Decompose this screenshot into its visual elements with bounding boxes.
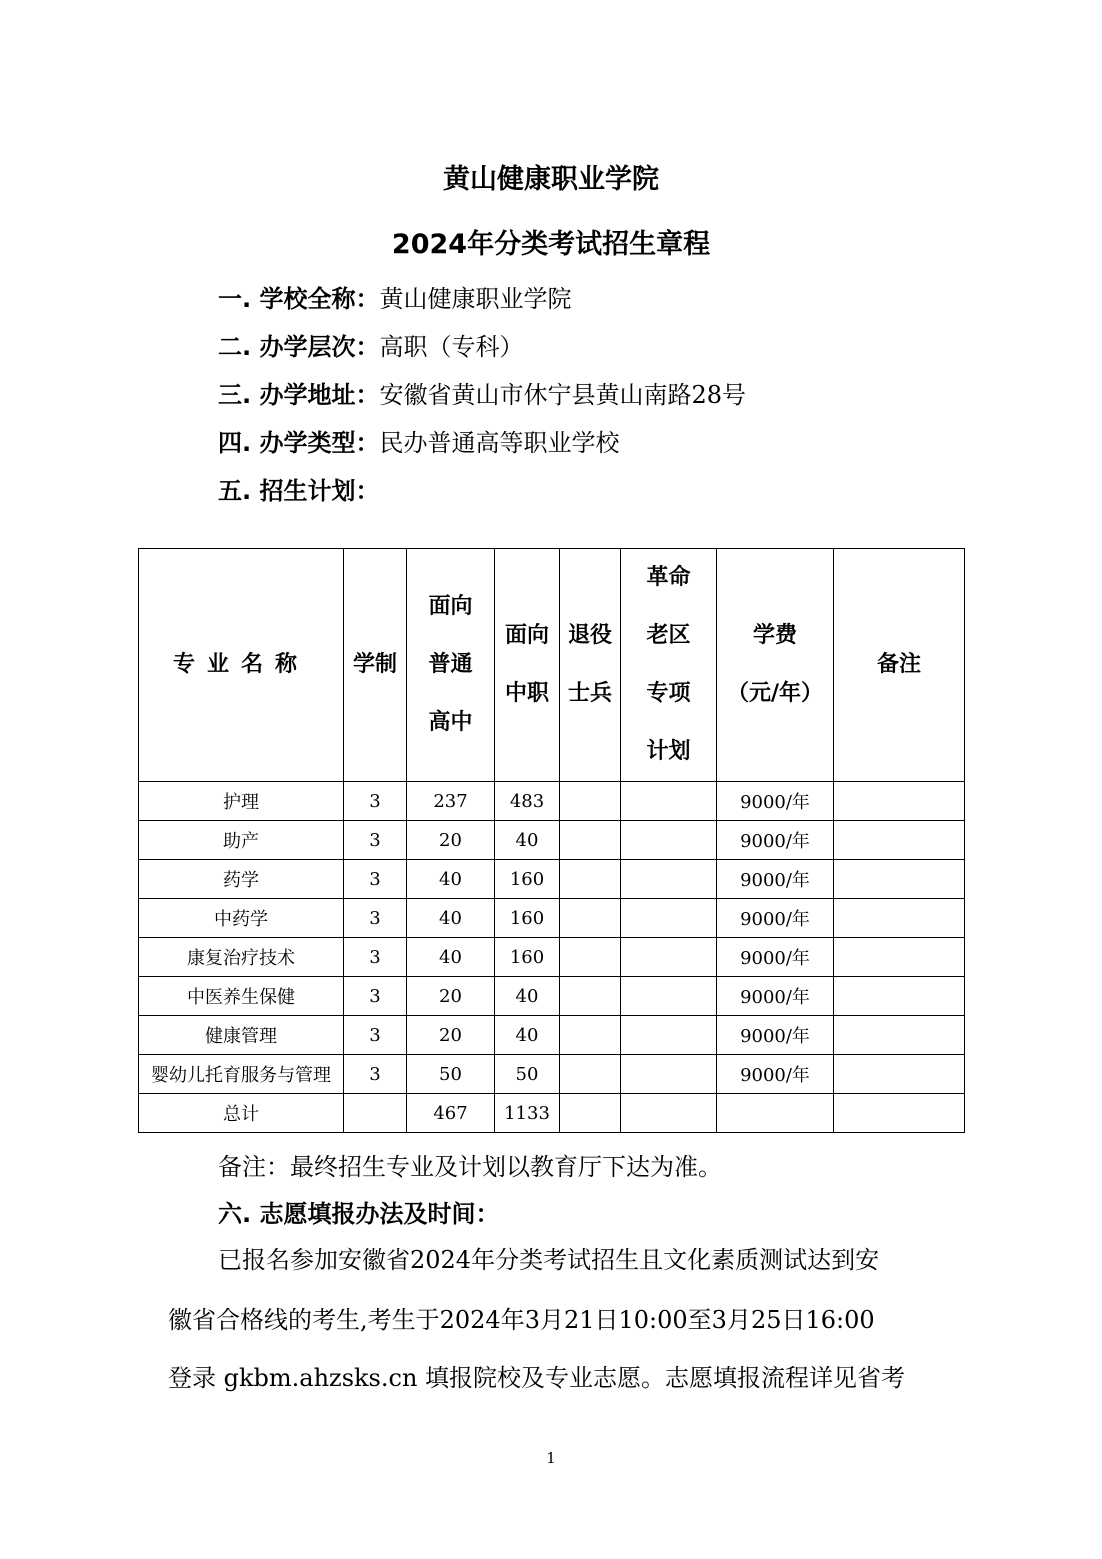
cell-vocational: 40 [495,821,560,860]
cell-tuition: 9000/年 [717,899,834,938]
cell-tuition [717,1094,834,1133]
cell-major: 中医养生保健 [139,977,344,1016]
header-revolutionary-area-plan: 革命 老区 专项 计划 [621,549,717,782]
cell-vocational: 483 [495,782,560,821]
cell-remark [834,899,965,938]
table-row [139,860,965,899]
cell-remark [834,1055,965,1094]
table-row [139,938,965,977]
header-veterans: 退役 士兵 [560,549,621,782]
cell-veterans [560,860,621,899]
info-school-name-value: 黄山健康职业学院 [379,285,572,313]
table-total-row [139,1094,965,1133]
cell-vocational: 160 [495,899,560,938]
cell-years: 3 [344,899,407,938]
cell-veterans [560,1016,621,1055]
cell-vocational: 40 [495,1016,560,1055]
header-remark: 备注 [834,549,965,782]
cell-high-school: 40 [407,899,495,938]
cell-vocational: 40 [495,977,560,1016]
cell-years [344,1094,407,1133]
table-footnote: 备注：最终招生专业及计划以教育厅下达为准。 [218,1153,722,1181]
cell-vocational: 160 [495,860,560,899]
cell-high-school: 40 [407,938,495,977]
cell-tuition: 9000/年 [717,938,834,977]
table-row [139,899,965,938]
cell-vocational: 160 [495,938,560,977]
cell-tuition: 9000/年 [717,821,834,860]
cell-revolutionary [621,938,717,977]
cell-veterans [560,821,621,860]
header-high-school: 面向 普通 高中 [407,549,495,782]
info-school-name [218,279,571,314]
cell-high-school-total: 467 [407,1094,495,1133]
cell-tuition: 9000/年 [717,782,834,821]
table-header-row [139,549,965,782]
cell-major: 护理 [139,782,344,821]
info-type [218,423,619,458]
info-address-value: 安徽省黄山市休宁县黄山南路28号 [379,381,747,409]
cell-major: 药学 [139,860,344,899]
info-level-value: 高职（专科） [379,333,524,361]
cell-years: 3 [344,782,407,821]
cell-veterans [560,977,621,1016]
cell-years: 3 [344,860,407,899]
cell-high-school: 50 [407,1055,495,1094]
section-heading-application: 六. 志愿填报办法及时间： [218,1200,500,1228]
header-tuition: 学费 （元/年） [717,549,834,782]
cell-remark [834,1094,965,1133]
cell-revolutionary [621,782,717,821]
cell-high-school: 237 [407,782,495,821]
document-title-charter: 2024年分类考试招生章程 [391,229,711,260]
table-row [139,1016,965,1055]
table-row [139,977,965,1016]
info-school-name-label: 一. 学校全称： [218,285,380,313]
cell-remark [834,977,965,1016]
cell-high-school: 40 [407,860,495,899]
table-row [139,821,965,860]
cell-revolutionary [621,821,717,860]
cell-revolutionary [621,1016,717,1055]
cell-high-school: 20 [407,821,495,860]
info-plan-label: 五. 招生计划： [218,477,380,505]
header-years: 学制 [344,549,407,782]
cell-veterans [560,938,621,977]
table-row [139,1055,965,1094]
cell-tuition: 9000/年 [717,1055,834,1094]
info-address [218,375,746,410]
cell-major: 中药学 [139,899,344,938]
cell-remark [834,938,965,977]
cell-years: 3 [344,1016,407,1055]
cell-major: 婴幼儿托育服务与管理 [139,1055,344,1094]
cell-remark [834,1016,965,1055]
cell-years: 3 [344,1055,407,1094]
cell-vocational: 50 [495,1055,560,1094]
cell-years: 3 [344,821,407,860]
cell-veterans [560,782,621,821]
cell-tuition: 9000/年 [717,1016,834,1055]
cell-high-school: 20 [407,977,495,1016]
cell-total-label: 总计 [139,1094,344,1133]
paragraph-line: 徽省合格线的考生,考生于2024年3月21日10:00至3月25日16:00 [168,1306,875,1334]
document-title-school: 黄山健康职业学院 [443,164,659,195]
cell-major: 助产 [139,821,344,860]
info-plan [218,471,379,506]
info-address-label: 三. 办学地址： [218,381,380,409]
header-vocational-school: 面向 中职 [495,549,560,782]
cell-high-school: 20 [407,1016,495,1055]
cell-vocational-total: 1133 [495,1094,560,1133]
cell-years: 3 [344,938,407,977]
cell-major: 健康管理 [139,1016,344,1055]
cell-revolutionary [621,1094,717,1133]
paragraph-line: 登录 gkbm.ahzsks.cn 填报院校及专业志愿。志愿填报流程详见省考 [168,1364,906,1392]
enrollment-plan-table [138,548,965,1133]
page-number: 1 [546,1449,556,1467]
cell-remark [834,860,965,899]
cell-tuition: 9000/年 [717,860,834,899]
cell-veterans [560,899,621,938]
cell-remark [834,782,965,821]
cell-tuition: 9000/年 [717,977,834,1016]
table-row [139,782,965,821]
info-level-label: 二. 办学层次： [218,333,380,361]
header-major: 专业名称 [139,549,344,782]
cell-revolutionary [621,860,717,899]
cell-remark [834,821,965,860]
cell-revolutionary [621,977,717,1016]
paragraph-line: 已报名参加安徽省2024年分类考试招生且文化素质测试达到安 [218,1246,880,1274]
cell-years: 3 [344,977,407,1016]
cell-veterans [560,1094,621,1133]
cell-veterans [560,1055,621,1094]
info-type-value: 民办普通高等职业学校 [379,429,620,457]
cell-revolutionary [621,899,717,938]
cell-revolutionary [621,1055,717,1094]
info-type-label: 四. 办学类型： [218,429,380,457]
cell-major: 康复治疗技术 [139,938,344,977]
info-level [218,327,523,362]
